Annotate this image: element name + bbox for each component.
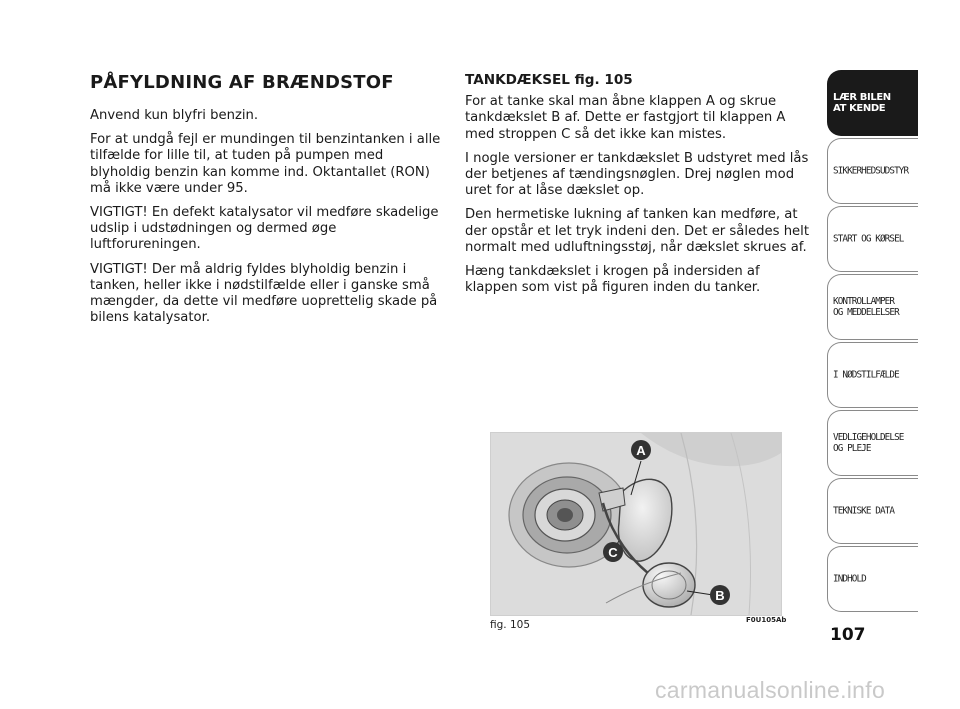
label-a: A bbox=[636, 443, 646, 458]
tab-label: VEDLIGEHOLDELSE OG PLEJE bbox=[833, 432, 904, 454]
tab-label: KONTROLLAMPER OG MEDDELELSER bbox=[833, 296, 899, 318]
tab-maintenance[interactable] bbox=[827, 410, 918, 476]
paragraph: I nogle versioner er tankdækslet B udstyret med lås der betjenes af tændingsnøglen. Drej nøglen mod uret for at låse dækslet op. bbox=[465, 150, 809, 199]
paragraph: VIGTIGT! Der må aldrig fyldes blyholdig benzin i tanken, heller ikke i nødstilfælde eller i ganske små mængder, da dette vil medføre uoprettelig skade på bilens katalysator. bbox=[90, 261, 438, 326]
paragraph: Anvend kun blyfri benzin. bbox=[90, 108, 259, 123]
page-number: 107 bbox=[830, 625, 866, 645]
tab-label: I NØDSTILFÆLDE bbox=[833, 369, 899, 381]
tab-label: SIKKERHEDSUDSTYR bbox=[833, 165, 909, 177]
fuel-cap-illustration bbox=[490, 432, 782, 616]
figure-caption: fig. 105 bbox=[490, 619, 530, 631]
tab-label: TEKNISKE DATA bbox=[833, 505, 895, 517]
left-column bbox=[90, 72, 445, 334]
right-column bbox=[465, 72, 815, 304]
paragraph: VIGTIGT! En defekt katalysator vil medføre skadelige udslip i udstødningen og dermed øge luftforureningen. bbox=[90, 205, 439, 253]
section-title-refueling: PÅFYLDNING AF BRÆNDSTOF bbox=[90, 72, 394, 93]
tab-warning-lights[interactable] bbox=[827, 274, 918, 340]
tab-get-to-know-car[interactable] bbox=[827, 70, 918, 136]
watermark: carmanualsonline.info bbox=[655, 677, 886, 703]
tab-technical-data[interactable] bbox=[827, 478, 918, 544]
tab-label: START OG KØRSEL bbox=[833, 233, 904, 245]
tab-label: INDHOLD bbox=[833, 573, 866, 585]
callout-a bbox=[631, 440, 651, 460]
paragraph: For at undgå fejl er mundingen til benzintanken i alle tilfælde for lille til, at tuden på pumpen med blyholdig benzin kan komme ind. Oktantallet (RON) må ikke være under 95. bbox=[90, 132, 441, 196]
tab-label: LÆR BILEN AT KENDE bbox=[833, 92, 891, 114]
label-c: C bbox=[608, 545, 618, 560]
tab-start-driving[interactable] bbox=[827, 206, 918, 272]
chapter-tabs bbox=[827, 70, 918, 614]
label-b: B bbox=[715, 588, 725, 603]
callout-c bbox=[603, 542, 623, 562]
section-title-fuel-cap: TANKDÆKSEL fig. 105 bbox=[465, 72, 633, 88]
tab-emergency[interactable] bbox=[827, 342, 918, 408]
tab-index[interactable] bbox=[827, 546, 918, 612]
figure-code: F0U105Ab bbox=[746, 616, 787, 624]
paragraph: Den hermetiske lukning af tanken kan medføre, at der opstår et let tryk indeni den. Det er således helt normalt med udluftningsstøj, når dækslet skrues af. bbox=[465, 207, 810, 255]
callout-b bbox=[710, 585, 730, 605]
paragraph: For at tanke skal man åbne klappen A og skrue tankdækslet B af. Dette er fastgjort til klappen A med stroppen C så det ikke kan mistes. bbox=[465, 94, 786, 142]
tab-safety-equipment[interactable] bbox=[827, 138, 918, 204]
paragraph: Hæng tankdækslet i krogen på indersiden af klappen som vist på figuren inden du tanker. bbox=[465, 264, 761, 296]
